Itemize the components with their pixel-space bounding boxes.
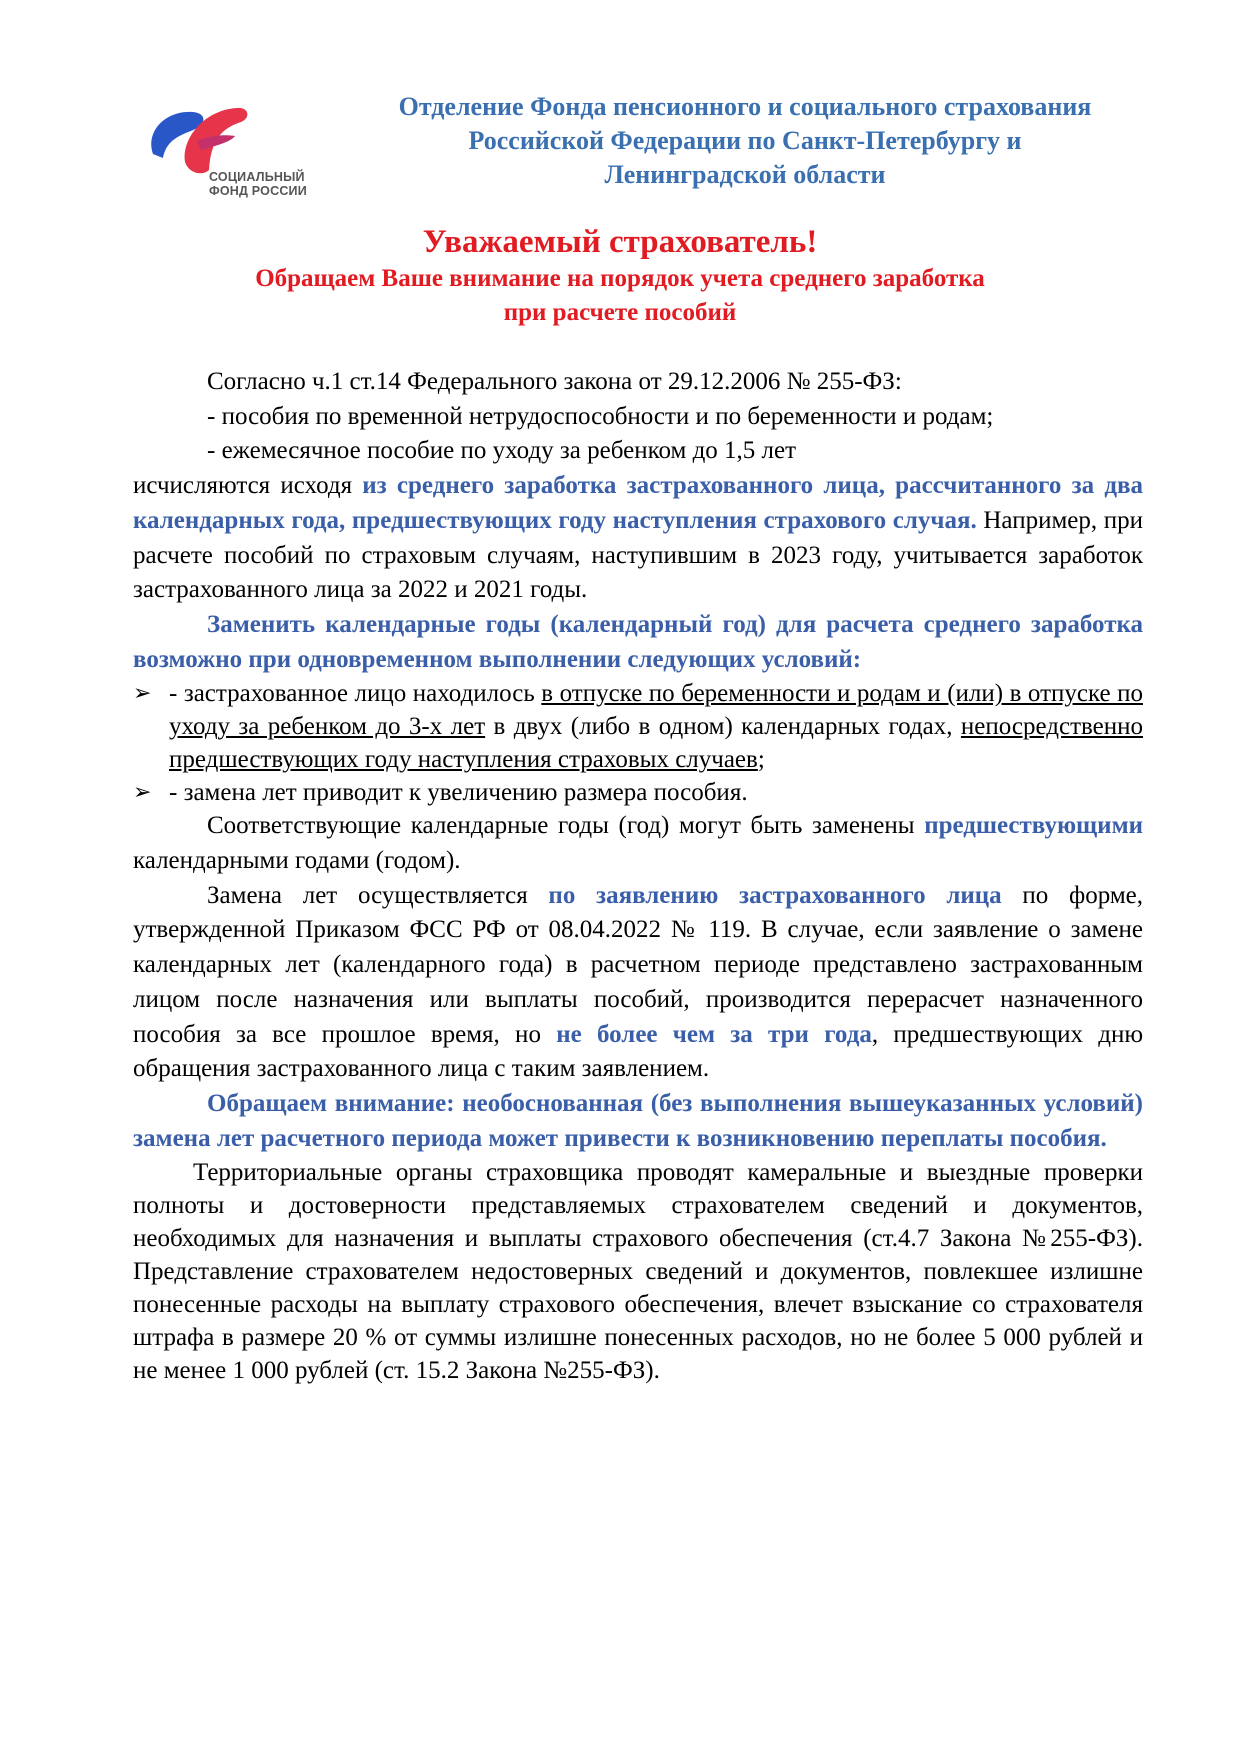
p4-highlight: предшествующими: [924, 812, 1144, 840]
paragraph-years-replaced: [133, 809, 1143, 878]
org-line-2: Российской Федерации по Санкт-Петербургу и: [468, 126, 1022, 155]
p4-text-c: календарными годами (годом).: [133, 847, 461, 875]
p2-highlight: из среднего заработка застрахованного лица, рассчитанного за два календарных года, предшествующих году наступления страхового случая.: [133, 472, 1143, 534]
paragraph-calculation: [133, 469, 1143, 608]
p2-text-a: исчисляются исходя: [133, 472, 353, 500]
arrow-bullet-icon: ➢: [133, 681, 152, 707]
p2-text-c: Например, при расчете пособий по страховым случаям, наступившим в 2023 году, учитывается заработок застрахованного лица за 2022 и 2021 годы.: [133, 506, 1143, 604]
paragraph-law-reference: Согласно ч.1 ст.14 Федерального закона от 29.12.2006 № 255-ФЗ:: [207, 368, 902, 395]
paragraph-warning: Обращаем внимание: необоснованная (без выполнения вышеуказанных условий) замена лет расчетного периода может привести к возникновению переплаты пособия.: [133, 1089, 1143, 1152]
b1-text-e: ;: [757, 746, 765, 774]
b1-text-a: - застрахованное лицо находилось: [169, 680, 535, 708]
subtitle-line-1: Обращаем Ваше внимание на порядок учета среднего заработка: [255, 265, 985, 292]
subtitle-line-2: при расчете пособий: [503, 299, 737, 326]
org-line-1: Отделение Фонда пенсионного и социального страхования: [398, 92, 1092, 121]
logo-text-line2: ФОНД РОССИИ: [209, 184, 307, 198]
b1-underline-1: в отпуске по беременности и родам и (или) в отпуске по уходу за ребенком до 3-х лет: [169, 680, 1143, 741]
b2-text: - замена лет приводит к увеличению размера пособия.: [169, 779, 748, 807]
p5-text-e: , предшествующих дню обращения застрахованного лица с таким заявлением.: [133, 1020, 1144, 1083]
b1-text-c: в двух (либо в одном) календарных годах,: [493, 713, 953, 741]
p4-text-a: Соответствующие календарные годы (год) могут быть заменены: [207, 812, 915, 840]
paragraph-replacement-conditions: Заменить календарные годы (календарный год) для расчета среднего заработка возможно при одновременном выполнении следующих условий:: [133, 610, 1143, 673]
p5-text-c: по форме, утвержденной Приказом ФСС РФ от 08.04.2022 № 119. В случае, если заявление о замене календарных лет (календарного года) в расчетном периоде представлено застрахованным лицом после назначения или выплаты пособий, производится перерасчет назначенного пособия за все прошлое время, но: [133, 881, 1143, 1048]
list-item-1: - пособия по временной нетрудоспособности и по беременности и родам;: [207, 402, 994, 430]
list-item-2: - ежемесячное пособие по уходу за ребенком до 1,5 лет: [207, 437, 797, 465]
logo-text: [209, 170, 307, 198]
p5-highlight-1: по заявлению застрахованного лица: [548, 881, 1002, 909]
arrow-bullet-icon: ➢: [133, 780, 152, 806]
org-header: [330, 90, 1160, 192]
paragraph-application: [133, 879, 1143, 1087]
logo: [145, 92, 320, 204]
document-body: [133, 365, 1143, 1387]
p5-text-a: Замена лет осуществляется: [207, 881, 528, 909]
paragraph-inspections: Территориальные органы страховщика проводят камеральные и выездные проверки полноты и достоверности представляемых страхователем сведений и документов, необходимых для назначения и выплаты страхового обеспечения (ст.4.7 Закона №255-ФЗ). Представление страхователем недостоверных сведений и документов, повлекшее излишне понесенные расходы на выплату страхового обеспечения, влечет взыскание со страхователя штрафа в размере 20 % от суммы излишне понесенных расходов, но не более 5 000 рублей и не менее 1 000 рублей (ст. 15.2 Закона №255-ФЗ).: [133, 1159, 1143, 1385]
bullet-condition-1: [133, 677, 1143, 776]
bullet-condition-2: [133, 776, 1143, 809]
p5-highlight-2: не более чем за три года: [556, 1020, 872, 1048]
org-line-3: Ленинградской области: [604, 160, 886, 189]
b1-underline-2: непосредственно предшествующих году наступления страховых случаев: [169, 713, 1144, 774]
logo-text-line1: СОЦИАЛЬНЫЙ: [209, 170, 305, 184]
greeting-title: Уважаемый страхователь!: [422, 224, 818, 260]
logo-mark-icon: [145, 92, 255, 182]
subtitle: [0, 262, 1240, 330]
